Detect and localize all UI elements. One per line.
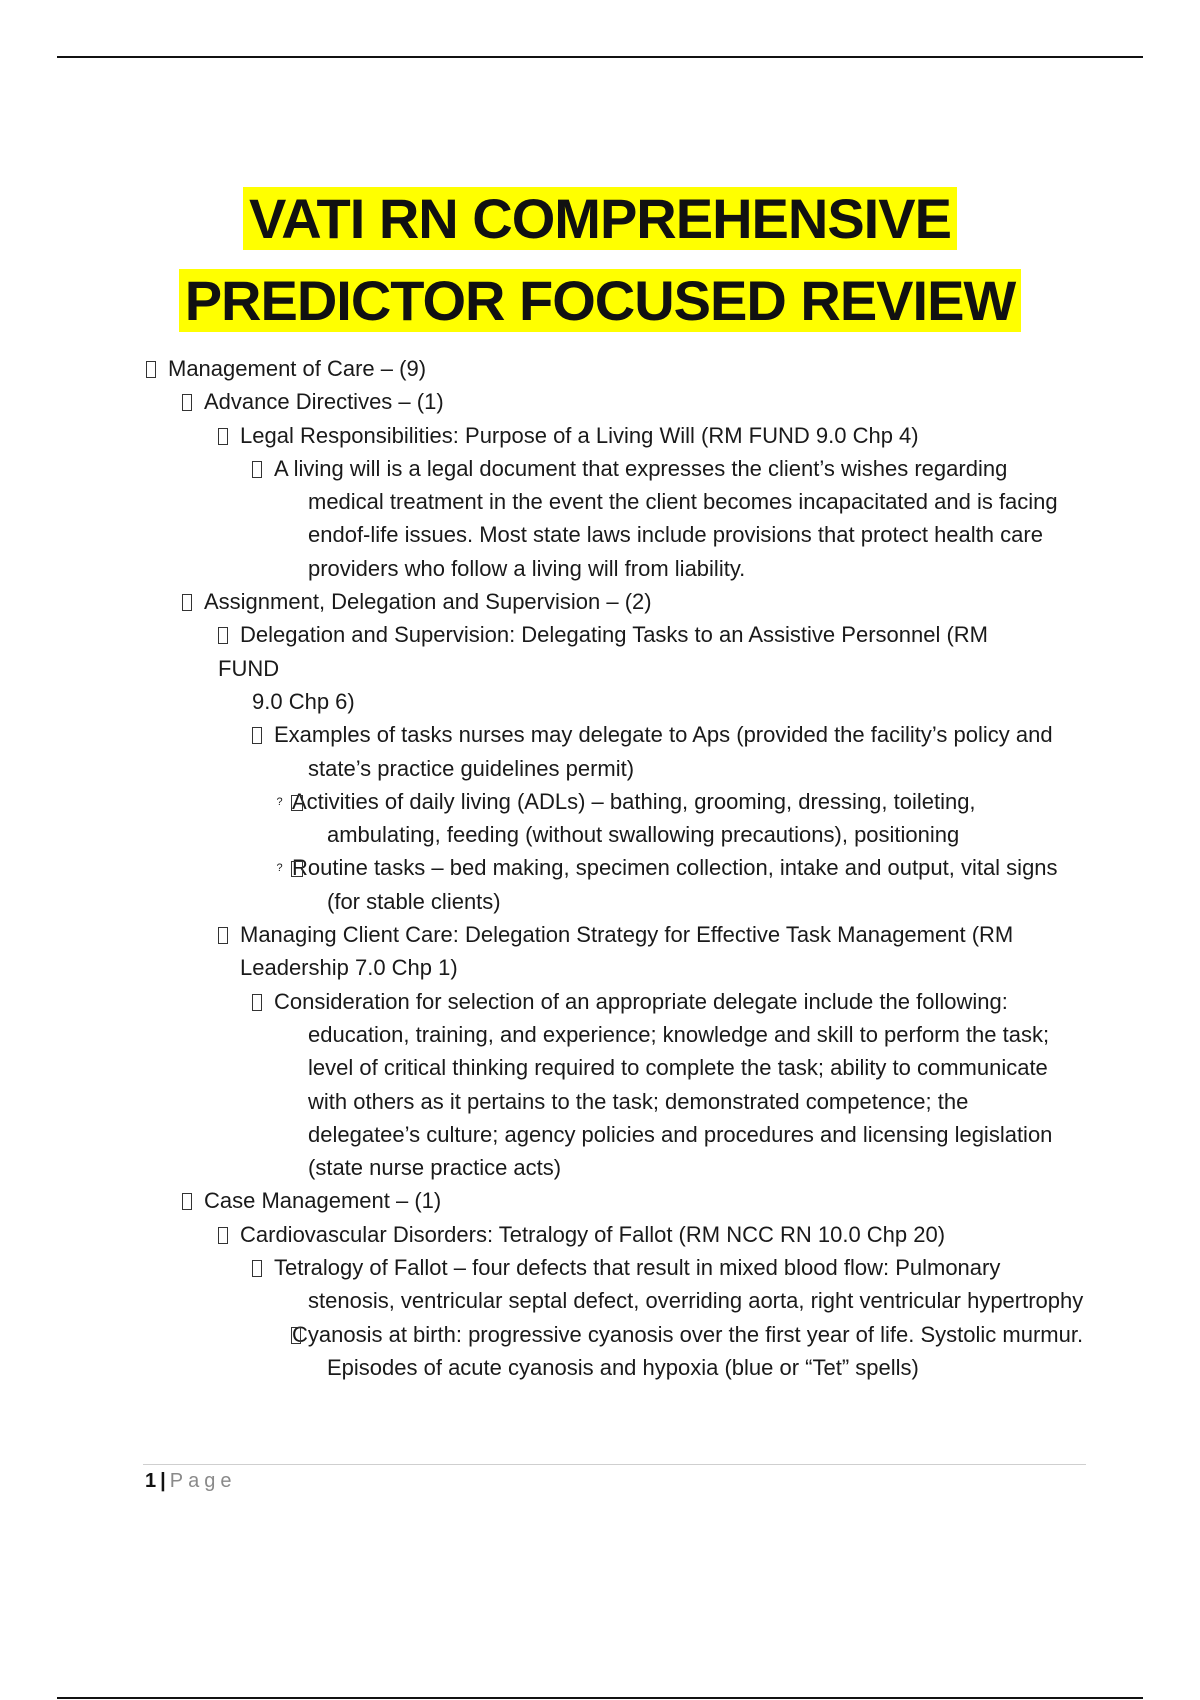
bullet-box-icon (252, 1260, 262, 1277)
list-item: A living will is a legal document that expresses the client’s wishes regarding medical treatment in the event the client becomes incapacitated and is facing endof-life issues. Most state laws include provisions that protect health care providers who follow a living will from liability. (146, 452, 1086, 585)
footer-rule (143, 1464, 1086, 1465)
list-item: ? Routine tasks – bed making, specimen collection, intake and output, vital signs (for stable clients) (276, 855, 1058, 914)
footer-separator: | (160, 1470, 166, 1492)
list-item: Cardiovascular Disorders: Tetralogy of Fallot (RM NCC RN 10.0 Chp 20) (146, 1218, 1086, 1251)
bullet-box-icon (218, 927, 228, 944)
outline-body (146, 352, 1086, 1384)
list-item-continuation: 9.0 Chp 6) (252, 688, 355, 714)
list-item-continuation: FUND (218, 655, 280, 681)
list-item: Legal Responsibilities: Purpose of a Living Will (RM FUND 9.0 Chp 4) (146, 419, 1086, 452)
list-item: Assignment, Delegation and Supervision – (2) (146, 585, 1086, 618)
list-item: Managing Client Care: Delegation Strategy for Effective Task Management (RM Leadership 7.0 Chp 1) (146, 918, 1086, 985)
page-label: Page (169, 1470, 237, 1492)
bullet-box-icon (182, 394, 192, 411)
missing-glyph-icon: ? (291, 795, 303, 811)
header-rule (57, 56, 1143, 58)
title-line-2: PREDICTOR FOCUSED REVIEW (179, 269, 1022, 332)
bullet-box-icon (252, 994, 262, 1011)
list-item: Examples of tasks nurses may delegate to Aps (provided the facility’s policy and state’s practice guidelines permit) (146, 718, 1086, 785)
list-item: Tetralogy of Fallot – four defects that result in mixed blood flow: Pulmonary stenosis, ventricular septal defect, overriding aorta, right ventricular hypertrophy (146, 1251, 1086, 1318)
list-item: Advance Directives – (1) (146, 385, 1086, 418)
list-item: Cyanosis at birth: progressive cyanosis over the first year of life. Systolic murmur. Episodes of acute cyanosis and hypoxia (blue or “Tet” spells) (292, 1321, 1084, 1380)
page-number: 1 (145, 1470, 157, 1492)
bullet-box-icon (252, 727, 262, 744)
bullet-box-icon (252, 461, 262, 478)
bullet-box-icon (182, 1193, 192, 1210)
document-title (0, 178, 1200, 342)
bullet-box-icon (291, 1327, 301, 1344)
list-item: Management of Care – (9) (146, 352, 1086, 385)
bullet-box-icon (146, 361, 156, 378)
bottom-rule (57, 1697, 1143, 1699)
page-footer (145, 1470, 236, 1493)
title-line-1: VATI RN COMPREHENSIVE (243, 187, 957, 250)
list-item: Consideration for selection of an appropriate delegate include the following: education, training, and experience; knowledge and skill to perform the task; level of critical thinking required to complete the task; ability to communicate with others as it pertains to the task; demonstrated competence; the delegatee’s culture; agency policies and procedures and licensing legislation (state nurse practice acts) (146, 985, 1086, 1185)
bullet-box-icon (218, 1227, 228, 1244)
list-item: Delegation and Supervision: Delegating Tasks to an Assistive Personnel (RM (146, 618, 1086, 651)
bullet-box-icon (218, 627, 228, 644)
list-item: ? Activities of daily living (ADLs) – bathing, grooming, dressing, toileting, ambulating, feeding (without swallowing precautions), positioning (276, 788, 976, 848)
list-item: Case Management – (1) (146, 1184, 1086, 1217)
bullet-box-icon (218, 428, 228, 445)
bullet-box-icon (182, 594, 192, 611)
missing-glyph-icon: ? (291, 861, 303, 877)
